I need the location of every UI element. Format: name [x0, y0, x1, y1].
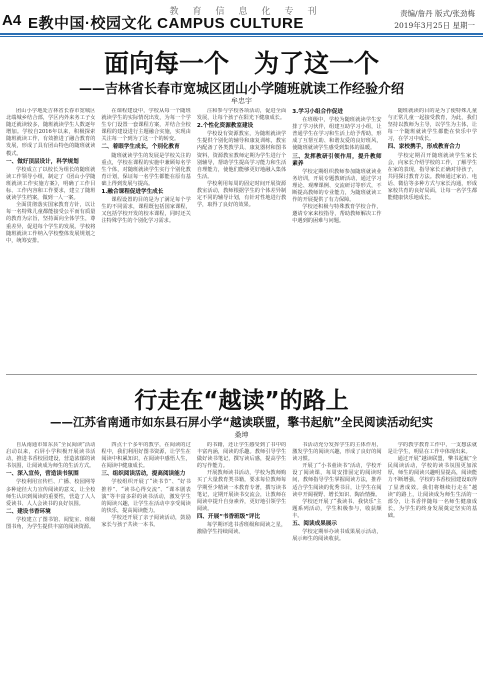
- paragraph: 每学期评选书香班级和阅读之星，激励学生持续阅读。: [196, 522, 287, 536]
- paragraph: 的书籍，还让学生感受到了书中的丰富内涵，阅读的乐趣。教师引导学生做好读书笔记，撰写读后感，提高学生的写作能力。: [196, 442, 287, 470]
- paragraph: 学校还积极与特殊教育学校合作，邀请专家来校指导，帮助教师解决工作中遇到的困难与问题。: [292, 204, 382, 225]
- section-title: E教中国·校园文化 CAMPUS CULTURE: [28, 15, 304, 32]
- paragraph: 书活动充分发挥学生的主体作用，激发学生的阅读兴趣，形成了良好的阅读习惯。: [292, 442, 382, 463]
- article2-column-3: [197, 442, 286, 686]
- paragraph: 学校利用每周的固定时间开展资源教室活动，教师根据学生的个体差异制定不同的辅导计划，有针对性地进行教学，取得了良好的效果。: [196, 180, 287, 209]
- section-heading: 1.融合课程促进学生成长: [101, 189, 164, 196]
- article1-column-4: [292, 108, 381, 368]
- paragraph: 学校还开展了“我读书、我快乐”主题系列活动，学生积极参与，收获颇丰。: [292, 498, 382, 519]
- article2-subhead: ——江苏省南通市如东县石屏小学“越读联盟，擎书起航”全民阅读活动纪实: [49, 415, 434, 429]
- paragraph: 学校定期召开随班就读学生家长会，向家长介绍学校的工作，了解学生在家的表现，指导家长正确对待孩子，共同探讨教育方法。教师通过家访、电话、微信等多种方式与家长沟通，形成家校共育的良好局面，让每一名学生都能健康快乐地成长。: [387, 152, 478, 202]
- masthead-rule: [0, 33, 483, 35]
- section-heading: 3.学习小组合作促进: [292, 109, 343, 115]
- article2-body: [6, 442, 477, 686]
- section-heading: 三、组织阅读活动，提高阅读能力: [101, 471, 186, 478]
- section-heading: 2.个性化资源教室建设: [196, 123, 254, 130]
- article2-column-2: [101, 442, 190, 686]
- paragraph: 通过开展“越读联盟，擎书起航”全民阅读活动，学校的读书氛围更加浓厚，师生的阅读兴趣明显提高，阅读能力不断增强，学校的书香校园建设取得了显著成效。我们将继续行走在“越读”的路上，让阅读成为师生生活的一部分，让书香伴随每一名师生健康成长，为学生的终身发展奠定坚实的基础。: [387, 456, 478, 519]
- masthead-rule-thin: [0, 36, 483, 37]
- editor-credit: 责编/詹丹 版式/张劲梅: [400, 9, 475, 18]
- paragraph: 在课程建设中，学校从每一个随班就读学生的实际情况出发，为每一个学生专门设置一套课程方案，并结合全校课程的建设进行主题融合实施，实现由关注每一个到为了这一个的转变。: [101, 108, 191, 143]
- paragraph: 学校定期组织教师参加随班就读业务培训，开展专题教研活动，通过学习理论、观摩课例、交流研讨等形式，不断提高教师的专业能力，为随班就读工作的开展提供了有力保障。: [292, 168, 382, 204]
- paragraph: 学校成立了以校长为组长的随班就读工作领导小组，制定了《团山小学随班就读工作实施方案》，明确了工作目标、工作内容和工作要求，建立了随班就读学生档案，做到一人一案。: [6, 166, 96, 202]
- article1-column-2: [101, 108, 190, 368]
- section-heading: 二、建设书香环境: [6, 508, 51, 515]
- article1-column-5: [388, 108, 477, 368]
- paragraph: 课程设置的目的是为了满足每个学生的不同需求，课程既包括国家课程，又包括学校开发的校本课程，同时还关注特殊学生的个别化学习需求。: [101, 197, 191, 225]
- article1-column-3: [197, 108, 286, 368]
- article1-byline: 牟忠宇: [231, 97, 252, 105]
- paragraph: 随班就读的目的是为了使特殊儿童与正常儿童一起接受教育，为此，我们坚持以教师为主导，以学生为主体，让每一个随班就读学生都能在快乐中学习，在学习中成长。: [387, 108, 478, 143]
- section-heading: 四、开展“书香班级”评比: [196, 513, 261, 520]
- paragraph: 学校组织开展了“读书节”、“好书推荐”、“读书心得交流”、“课本剧表演”等丰富多彩的读书活动，激发学生的阅读兴趣，让学生在活动中享受阅读的快乐，提高阅读能力。: [101, 479, 191, 514]
- paragraph: 四点十个多年的教学，在阅读的过程中，我们利用好图书资源，让学生在阅读中积累知识，在阅读中感悟人生，在阅读中健康成长。: [101, 442, 191, 470]
- section-heading: 一、做好顶层设计，科学规划: [6, 158, 79, 165]
- article2-column-1: [6, 442, 95, 686]
- paragraph: 学校设有资源教室，为随班就读学生提供个别化的辅导和康复训练，教室内配备了各类教学具、康复器材和图书资料，资源教室教师定期为学生进行个别辅导，帮助学生提高学习能力和生活自理能力，使他们能够更好地融入集体生活。: [196, 131, 287, 180]
- paragraph: 学校利用宣传栏、广播、校园网等多种途径大力宣传阅读的意义，让全校师生认识到阅读的重要性，营造了人人爱读书、人人会读书的良好氛围。: [6, 479, 96, 507]
- section-heading: 一、深入宣传，营造读书氛围: [6, 471, 79, 478]
- paragraph: 随班就读学生的发展是学校关注的重点，学校在课程的实施中兼顾每名学生个体，对随班就读学生实行个别化教育计划，保证每一名学生都能在原有基础上得到发展与提高。: [101, 152, 191, 187]
- paragraph: 在班级中，学校为随班就读学生安排了学习伙伴，组建互助学习小组，让普通学生在学习和生活上给予帮助，形成了互帮互助、和谐友爱的良好班风，使随班就读学生感受到集体的温暖。: [292, 117, 382, 152]
- article2-headline: 行走在“越读”的路上: [134, 388, 349, 414]
- paragraph: 学校还开展了亲子阅读活动，鼓励家长与孩子共读一本书。: [101, 514, 191, 529]
- section-heading: 二、着眼学生成长，个别化教育: [101, 144, 180, 151]
- article1-subhead: ——吉林省长春市宽城区团山小学随班就读工作经验介绍: [78, 82, 404, 97]
- page-number: A4: [2, 12, 22, 29]
- section-heading: 五、阅读成果展示: [292, 521, 337, 528]
- section-heading: 四、家校携手，形成教育合力: [387, 144, 461, 151]
- paragraph: 注和参与学校各项活动，促进全面发展，让每个孩子在阳光下健康成长。: [196, 108, 287, 122]
- article1-headline: 面向每一个 为了这一个: [103, 49, 379, 78]
- masthead-meta: [394, 8, 475, 32]
- paragraph: 学校定期举办读书成果展示活动，展示师生的阅读收获。: [292, 529, 382, 543]
- article1-column-1: [6, 108, 95, 368]
- section-heading: 三、发挥教研引领作用，提升教师素养: [292, 153, 382, 167]
- article2-column-4: [292, 442, 381, 686]
- article2-column-5: [388, 442, 477, 686]
- paragraph: 学的教学教育工作中，一支想法就是让学生，明显在工作中体现出来。: [387, 442, 478, 456]
- paragraph: 开展了“小书童读书”活动，学校开设了阅读课，每周安排固定的阅读时间，教师指导学生掌握阅读方法，推荐适合学生阅读的优秀书目，让学生在阅读中开阔视野、增长知识、陶冶情操。: [292, 463, 382, 498]
- masthead-title: 教育信息化专刊: [169, 7, 331, 17]
- paragraph: 开展教师读书活动，学校为教师购买了大量教育类书籍，要求每位教师每学期至少精读一本教育专著，撰写读书笔记，定期开展读书交流会，让教师在阅读中提升自身素养，更好地引领学生阅读。: [196, 470, 287, 512]
- article2-byline: 桑坤: [234, 431, 249, 439]
- article-divider: [6, 374, 477, 375]
- article1-body: [6, 108, 477, 368]
- paragraph: 全面贯彻落实国家教育方针，以让每一名特殊儿童都能接受公平而有质量的教育为宗旨，坚持面向全体学生，尊重差异，促进每个学生的发展。学校将随班就读工作纳入学校整体发展规划之中，统筹安排。: [6, 202, 96, 244]
- paragraph: 学校建立了图书馆、阅览室、班级图书角，为学生提供丰富的阅读资源。: [6, 516, 96, 531]
- issue-date: 2019年3月25日 星期一: [394, 21, 475, 30]
- paragraph: 自从南通市如东县“全民阅读”活动启动以来，石屏小学积极开展读书活动，推进书香校园建设，营造浓郁的读书氛围，让阅读成为师生的生活方式。: [6, 442, 96, 470]
- paragraph: 团山小学地处吉林省长春市宽城区北端城乡结合部，学区内外来务工子女随迁就读较多，随班就读学生人数逐年增加。学校自2016年以来，积极探索随班就读工作，有效推进了融合教育的发展，形成了具有团山特色的随班就读模式。: [6, 108, 96, 157]
